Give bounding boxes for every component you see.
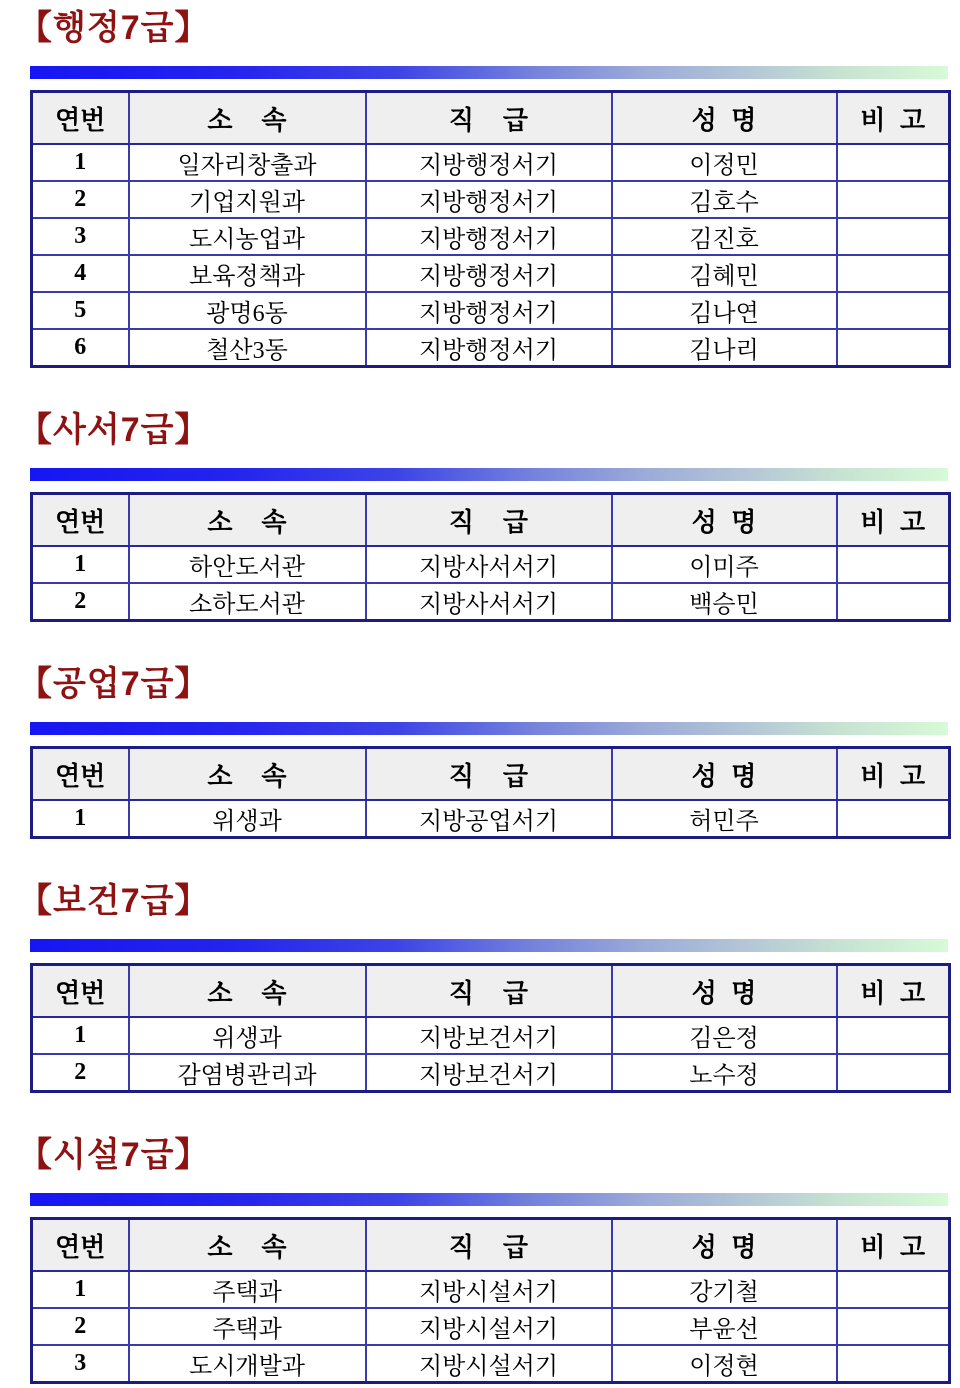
cell-name: 김호수	[612, 181, 837, 218]
cell-serial-no: 1	[32, 546, 129, 583]
header-rank: 직 급	[366, 965, 612, 1018]
cell-serial-no: 1	[32, 800, 129, 838]
cell-note	[837, 1271, 950, 1308]
table-row	[32, 292, 950, 329]
cell-name: 김나리	[612, 329, 837, 367]
header-note: 비 고	[837, 494, 950, 547]
cell-rank: 지방공업서기	[366, 800, 612, 838]
header-rank: 직 급	[366, 92, 612, 145]
header-row	[32, 494, 950, 547]
cell-rank: 지방시설서기	[366, 1345, 612, 1383]
cell-department: 하안도서관	[129, 546, 366, 583]
header-row	[32, 92, 950, 145]
table-row	[32, 1054, 950, 1092]
cell-department: 도시농업과	[129, 218, 366, 255]
header-name: 성 명	[612, 494, 837, 547]
cell-department: 주택과	[129, 1308, 366, 1345]
cell-name: 이미주	[612, 546, 837, 583]
section-title: 【사서7급】	[18, 411, 210, 449]
header-note: 비 고	[837, 965, 950, 1018]
cell-serial-no: 1	[32, 144, 129, 181]
table-row	[32, 181, 950, 218]
roster-table	[30, 963, 951, 1093]
cell-rank: 지방보건서기	[366, 1017, 612, 1054]
table-row	[32, 583, 950, 621]
section-title: 【시설7급】	[18, 1136, 210, 1174]
roster-table	[30, 746, 951, 839]
cell-serial-no: 2	[32, 1308, 129, 1345]
table-row	[32, 546, 950, 583]
cell-department: 기업지원과	[129, 181, 366, 218]
cell-name: 김나연	[612, 292, 837, 329]
gradient-divider-bar	[30, 722, 948, 735]
gradient-divider-bar	[30, 468, 948, 481]
grade-section	[0, 8, 960, 368]
cell-note	[837, 144, 950, 181]
document-body	[0, 8, 960, 1384]
table-row	[32, 144, 950, 181]
cell-name: 노수정	[612, 1054, 837, 1092]
table-row	[32, 800, 950, 838]
cell-name: 이정현	[612, 1345, 837, 1383]
cell-rank: 지방행정서기	[366, 292, 612, 329]
header-dept: 소 속	[129, 92, 366, 145]
cell-department: 광명6동	[129, 292, 366, 329]
section-title: 【보건7급】	[18, 882, 210, 920]
cell-department: 위생과	[129, 800, 366, 838]
cell-rank: 지방행정서기	[366, 181, 612, 218]
header-dept: 소 속	[129, 965, 366, 1018]
cell-note	[837, 1017, 950, 1054]
cell-note	[837, 1308, 950, 1345]
cell-serial-no: 5	[32, 292, 129, 329]
cell-name: 백승민	[612, 583, 837, 621]
header-dept: 소 속	[129, 748, 366, 801]
cell-serial-no: 1	[32, 1017, 129, 1054]
cell-department: 위생과	[129, 1017, 366, 1054]
cell-note	[837, 800, 950, 838]
header-name: 성 명	[612, 748, 837, 801]
table-row	[32, 1308, 950, 1345]
header-no: 연번	[32, 748, 129, 801]
cell-department: 철산3동	[129, 329, 366, 367]
gradient-divider-bar	[30, 939, 948, 952]
header-rank: 직 급	[366, 494, 612, 547]
header-name: 성 명	[612, 92, 837, 145]
grade-section	[0, 664, 960, 839]
cell-note	[837, 583, 950, 621]
cell-note	[837, 1054, 950, 1092]
table-row	[32, 1017, 950, 1054]
section-title: 【행정7급】	[18, 9, 210, 47]
cell-name: 이정민	[612, 144, 837, 181]
header-no: 연번	[32, 965, 129, 1018]
header-row	[32, 965, 950, 1018]
cell-note	[837, 255, 950, 292]
cell-note	[837, 218, 950, 255]
cell-rank: 지방행정서기	[366, 329, 612, 367]
roster-table	[30, 90, 951, 368]
header-dept: 소 속	[129, 1219, 366, 1272]
cell-rank: 지방시설서기	[366, 1271, 612, 1308]
cell-serial-no: 2	[32, 583, 129, 621]
cell-department: 도시개발과	[129, 1345, 366, 1383]
gradient-divider-bar	[30, 1193, 948, 1206]
cell-rank: 지방시설서기	[366, 1308, 612, 1345]
table-row	[32, 255, 950, 292]
header-name: 성 명	[612, 965, 837, 1018]
header-dept: 소 속	[129, 494, 366, 547]
gradient-divider-bar	[30, 66, 948, 79]
roster-table	[30, 1217, 951, 1384]
cell-name: 허민주	[612, 800, 837, 838]
cell-department: 감염병관리과	[129, 1054, 366, 1092]
cell-department: 주택과	[129, 1271, 366, 1308]
cell-serial-no: 4	[32, 255, 129, 292]
cell-note	[837, 329, 950, 367]
grade-section	[0, 410, 960, 622]
cell-name: 강기철	[612, 1271, 837, 1308]
table-row	[32, 1271, 950, 1308]
cell-rank: 지방사서서기	[366, 546, 612, 583]
cell-rank: 지방행정서기	[366, 218, 612, 255]
roster-table	[30, 492, 951, 622]
cell-department: 소하도서관	[129, 583, 366, 621]
header-rank: 직 급	[366, 1219, 612, 1272]
cell-note	[837, 546, 950, 583]
header-no: 연번	[32, 494, 129, 547]
header-note: 비 고	[837, 748, 950, 801]
grade-section	[0, 881, 960, 1093]
header-row	[32, 1219, 950, 1272]
header-no: 연번	[32, 1219, 129, 1272]
cell-serial-no: 2	[32, 181, 129, 218]
cell-serial-no: 3	[32, 218, 129, 255]
cell-rank: 지방보건서기	[366, 1054, 612, 1092]
cell-rank: 지방사서서기	[366, 583, 612, 621]
cell-name: 부윤선	[612, 1308, 837, 1345]
table-row	[32, 218, 950, 255]
cell-department: 일자리창출과	[129, 144, 366, 181]
header-note: 비 고	[837, 92, 950, 145]
header-no: 연번	[32, 92, 129, 145]
table-row	[32, 329, 950, 367]
table-row	[32, 1345, 950, 1383]
header-row	[32, 748, 950, 801]
cell-name: 김은정	[612, 1017, 837, 1054]
cell-name: 김혜민	[612, 255, 837, 292]
cell-note	[837, 1345, 950, 1383]
cell-serial-no: 2	[32, 1054, 129, 1092]
cell-serial-no: 3	[32, 1345, 129, 1383]
cell-serial-no: 6	[32, 329, 129, 367]
cell-note	[837, 181, 950, 218]
cell-department: 보육정책과	[129, 255, 366, 292]
header-rank: 직 급	[366, 748, 612, 801]
cell-rank: 지방행정서기	[366, 144, 612, 181]
header-name: 성 명	[612, 1219, 837, 1272]
cell-serial-no: 1	[32, 1271, 129, 1308]
cell-rank: 지방행정서기	[366, 255, 612, 292]
grade-section	[0, 1135, 960, 1384]
cell-name: 김진호	[612, 218, 837, 255]
section-title: 【공업7급】	[18, 665, 210, 703]
header-note: 비 고	[837, 1219, 950, 1272]
cell-note	[837, 292, 950, 329]
